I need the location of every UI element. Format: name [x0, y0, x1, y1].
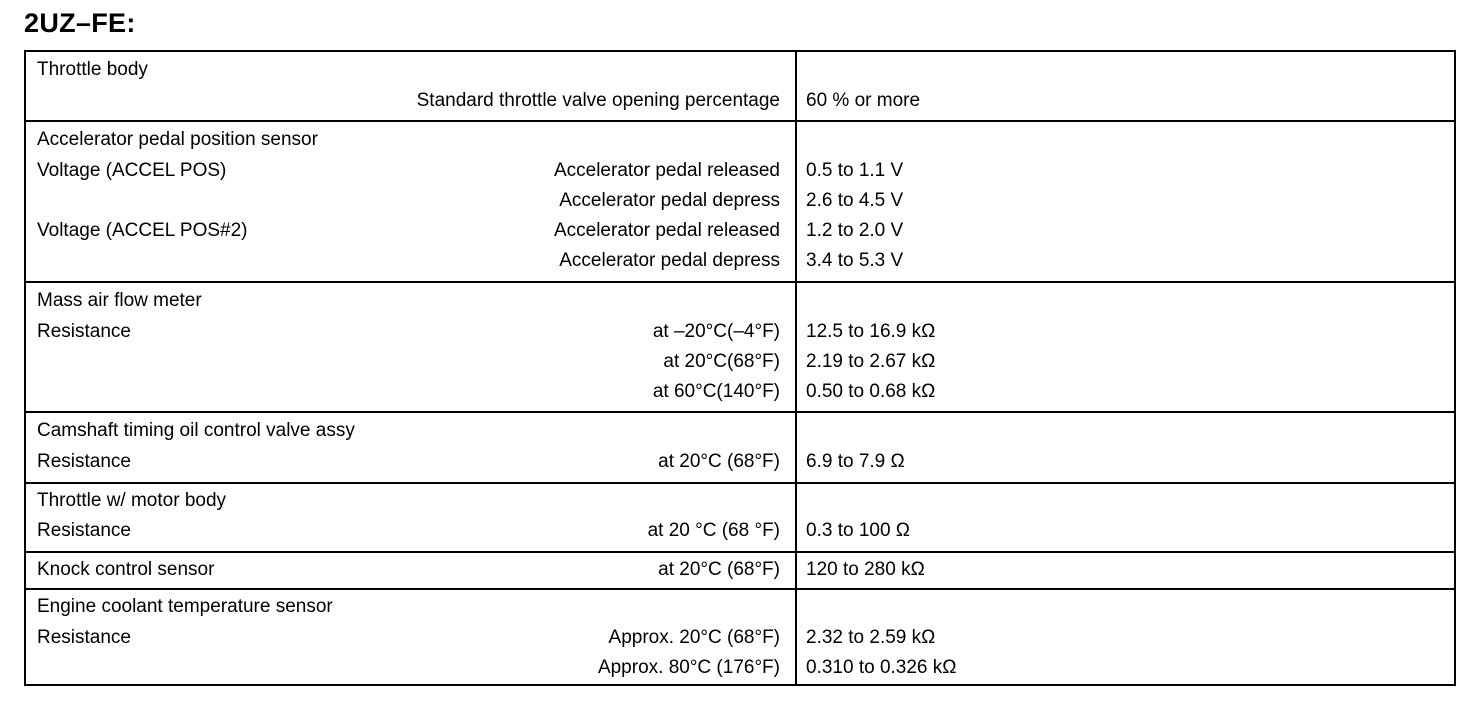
spec-row-camshaft-ocv — [26, 413, 1454, 484]
spec-row-throttle-motor-body — [26, 484, 1454, 553]
condition-text: at 20 °C (68 °F) — [647, 520, 780, 541]
spec-row-coolant-temp-sensor — [26, 590, 1454, 684]
section-heading: Engine coolant temperature sensor — [37, 596, 333, 617]
row-label: Voltage (ACCEL POS#2) — [37, 220, 248, 241]
row-label: Resistance — [37, 520, 131, 541]
row-label: Resistance — [37, 627, 131, 648]
spec-row-accelerator-pedal-sensor — [26, 122, 1454, 283]
condition-text: at –20°C(–4°F) — [652, 321, 780, 342]
row-label: Knock control sensor — [37, 559, 215, 580]
condition-text: Accelerator pedal released — [553, 220, 780, 241]
row-label: Voltage (ACCEL POS) — [37, 160, 227, 181]
spec-value: 0.5 to 1.1 V — [806, 160, 904, 181]
condition-text: Approx. 80°C (176°F) — [597, 657, 780, 678]
spec-value: 2.19 to 2.67 kΩ — [806, 351, 936, 372]
section-heading: Mass air flow meter — [37, 290, 202, 311]
condition-text: at 20°C(68°F) — [663, 351, 780, 372]
condition-text: at 60°C(140°F) — [652, 381, 780, 402]
section-heading: Throttle body — [37, 59, 148, 80]
condition-text: at 20°C (68°F) — [658, 451, 780, 472]
page-title: 2UZ–FE: — [24, 8, 136, 38]
spec-value: 6.9 to 7.9 Ω — [806, 451, 905, 472]
spec-value: 0.3 to 100 Ω — [806, 520, 910, 541]
condition-text: Standard throttle valve opening percentage — [416, 90, 780, 111]
spec-row-knock-control-sensor — [26, 553, 1454, 590]
spec-value: 2.6 to 4.5 V — [806, 190, 904, 211]
spec-value: 60 % or more — [806, 90, 921, 111]
row-label: Resistance — [37, 451, 131, 472]
condition-text: Accelerator pedal depress — [559, 190, 780, 211]
row-label: Resistance — [37, 321, 131, 342]
spec-value: 2.32 to 2.59 kΩ — [806, 627, 936, 648]
spec-value: 12.5 to 16.9 kΩ — [806, 321, 936, 342]
spec-value: 0.50 to 0.68 kΩ — [806, 381, 936, 402]
condition-text: at 20°C (68°F) — [658, 559, 780, 580]
condition-text: Accelerator pedal released — [553, 160, 780, 181]
section-heading: Accelerator pedal position sensor — [37, 129, 318, 150]
spec-value: 3.4 to 5.3 V — [806, 250, 904, 271]
condition-text: Approx. 20°C (68°F) — [608, 627, 780, 648]
spec-row-mass-air-flow-meter — [26, 283, 1454, 413]
section-heading: Camshaft timing oil control valve assy — [37, 420, 355, 441]
spec-row-throttle-body — [26, 52, 1454, 122]
spec-value: 120 to 280 kΩ — [806, 559, 925, 580]
spec-table — [24, 50, 1456, 686]
spec-value: 1.2 to 2.0 V — [806, 220, 904, 241]
condition-text: Accelerator pedal depress — [559, 250, 780, 271]
spec-value: 0.310 to 0.326 kΩ — [806, 657, 957, 678]
section-heading: Throttle w/ motor body — [37, 490, 227, 511]
